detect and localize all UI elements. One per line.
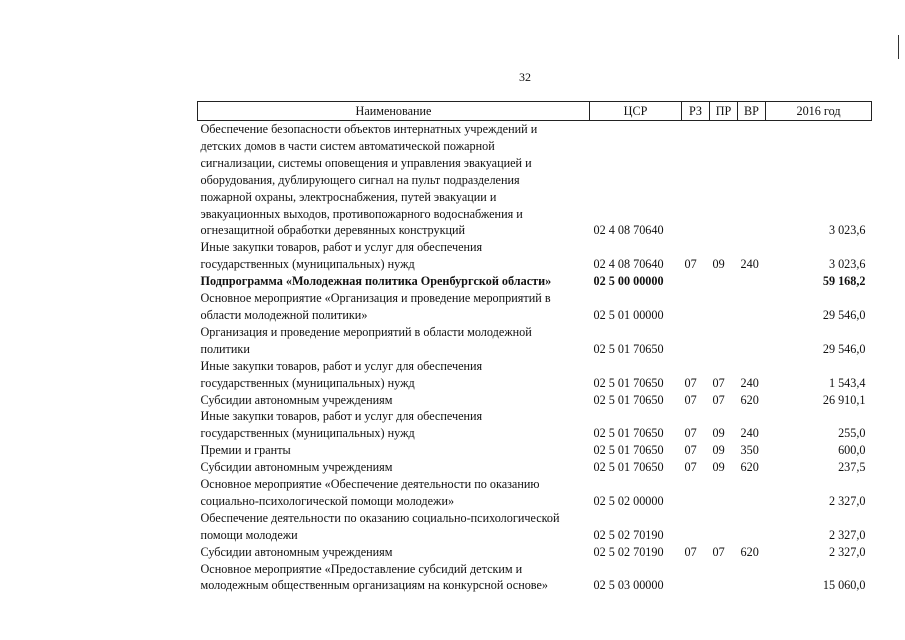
row-sum: 255,0 xyxy=(838,426,866,441)
row-rz xyxy=(682,476,710,510)
row-csr: 02 5 01 70650 xyxy=(593,341,664,356)
row-pr xyxy=(710,510,738,544)
row-name xyxy=(198,121,590,240)
page-number: 32 xyxy=(519,70,531,84)
table-row xyxy=(198,510,872,544)
row-name-line: Основное мероприятие «Предоставление субсидий детским и xyxy=(200,561,523,576)
row-name xyxy=(198,510,590,544)
row-rz: 07 xyxy=(684,460,697,475)
row-csr: 02 5 01 70650 xyxy=(593,392,664,407)
scan-edge-mark xyxy=(898,35,899,59)
row-rz: 07 xyxy=(684,426,697,441)
row-sum: 2 327,0 xyxy=(828,527,866,542)
row-rz: 07 xyxy=(684,544,697,559)
row-csr: 02 5 01 70650 xyxy=(593,375,664,390)
row-name-line: молодежным общественным организациям на конкурсной основе» xyxy=(200,578,548,593)
row-csr: 02 5 01 70650 xyxy=(593,460,664,475)
row-vr xyxy=(738,510,766,544)
header-year: 2016 год xyxy=(766,102,872,121)
row-csr: 02 5 01 70650 xyxy=(593,443,664,458)
table-header xyxy=(198,102,872,121)
header-csr: ЦСР xyxy=(590,102,682,121)
row-sum: 29 546,0 xyxy=(822,307,866,322)
row-sum: 59 168,2 xyxy=(822,274,866,289)
table-row xyxy=(198,459,872,476)
row-name-line: Подпрограмма «Молодежная политика Оренбургской области» xyxy=(200,274,552,289)
row-vr: 620 xyxy=(740,460,759,475)
table-row xyxy=(198,544,872,561)
row-pr: 09 xyxy=(712,460,725,475)
row-sum: 2 327,0 xyxy=(828,544,866,559)
row-name xyxy=(198,358,590,392)
row-rz xyxy=(682,324,710,358)
row-name-line: сигнализации, системы оповещения и управления эвакуацией и xyxy=(200,155,532,170)
row-sum: 15 060,0 xyxy=(822,578,866,593)
row-pr: 07 xyxy=(712,375,725,390)
header-pr: ПР xyxy=(710,102,738,121)
row-sum: 26 910,1 xyxy=(822,392,866,407)
row-pr xyxy=(710,324,738,358)
row-name-line: политики xyxy=(200,341,250,356)
table-row xyxy=(198,273,872,290)
row-name-line: помощи молодежи xyxy=(200,527,298,542)
row-csr: 02 5 01 00000 xyxy=(593,307,664,322)
row-rz xyxy=(682,510,710,544)
row-pr xyxy=(710,561,738,595)
row-name-line: детских домов в части систем автоматической пожарной xyxy=(200,138,495,153)
row-name-line: Организация и проведение мероприятий в области молодежной xyxy=(200,324,532,339)
row-pr: 09 xyxy=(712,443,725,458)
row-vr xyxy=(738,561,766,595)
row-name xyxy=(198,239,590,273)
row-vr: 240 xyxy=(740,426,759,441)
row-name xyxy=(198,290,590,324)
row-vr xyxy=(738,121,766,240)
row-csr: 02 5 02 00000 xyxy=(593,493,664,508)
row-rz xyxy=(682,273,710,290)
row-sum: 2 327,0 xyxy=(828,493,866,508)
row-name xyxy=(198,273,590,290)
header-name: Наименование xyxy=(198,102,590,121)
row-name xyxy=(198,392,590,409)
row-name xyxy=(198,544,590,561)
row-name-line: Субсидии автономным учреждениям xyxy=(200,392,393,407)
row-name xyxy=(198,442,590,459)
row-rz: 07 xyxy=(684,375,697,390)
row-sum: 3 023,6 xyxy=(828,257,866,272)
budget-table xyxy=(197,101,872,594)
row-rz xyxy=(682,121,710,240)
row-sum: 600,0 xyxy=(838,443,866,458)
header-rz: РЗ xyxy=(682,102,710,121)
row-pr: 09 xyxy=(712,426,725,441)
row-name-line: социально-психологической помощи молодежи» xyxy=(200,493,455,508)
row-vr xyxy=(738,324,766,358)
table-row xyxy=(198,290,872,324)
row-sum: 3 023,6 xyxy=(828,223,866,238)
row-vr: 240 xyxy=(740,257,759,272)
row-vr xyxy=(738,290,766,324)
row-name-line: Иные закупки товаров, работ и услуг для обеспечения xyxy=(200,358,483,373)
table-row xyxy=(198,442,872,459)
row-vr xyxy=(738,273,766,290)
row-name-line: области молодежной политики» xyxy=(200,307,368,322)
row-name-line: эвакуационных выходов, противопожарного водоснабжения и xyxy=(200,206,523,221)
row-rz xyxy=(682,561,710,595)
row-name-line: Обеспечение деятельности по оказанию социально-психологической xyxy=(200,510,560,525)
row-vr xyxy=(738,476,766,510)
table-body xyxy=(198,121,872,595)
row-pr xyxy=(710,290,738,324)
row-csr: 02 5 03 00000 xyxy=(593,578,664,593)
row-name xyxy=(198,476,590,510)
table-row xyxy=(198,476,872,510)
row-name xyxy=(198,561,590,595)
table-row xyxy=(198,561,872,595)
row-csr: 02 5 00 00000 xyxy=(593,274,664,289)
row-csr: 02 5 01 70650 xyxy=(593,426,664,441)
row-csr: 02 5 02 70190 xyxy=(593,544,664,559)
row-sum: 29 546,0 xyxy=(822,341,866,356)
table-row xyxy=(198,408,872,442)
row-name-line: государственных (муниципальных) нужд xyxy=(200,257,415,272)
row-vr: 620 xyxy=(740,392,759,407)
row-name-line: государственных (муниципальных) нужд xyxy=(200,426,415,441)
row-name-line: Субсидии автономным учреждениям xyxy=(200,544,393,559)
row-csr: 02 4 08 70640 xyxy=(593,223,664,238)
header-vr: ВР xyxy=(738,102,766,121)
row-name xyxy=(198,408,590,442)
row-name-line: Иные закупки товаров, работ и услуг для обеспечения xyxy=(200,240,483,255)
row-pr xyxy=(710,273,738,290)
row-name xyxy=(198,459,590,476)
row-sum: 1 543,4 xyxy=(828,375,866,390)
row-pr: 09 xyxy=(712,257,725,272)
row-rz: 07 xyxy=(684,257,697,272)
row-vr: 240 xyxy=(740,375,759,390)
row-csr: 02 5 02 70190 xyxy=(593,527,664,542)
row-name-line: Иные закупки товаров, работ и услуг для обеспечения xyxy=(200,409,483,424)
row-name-line: Основное мероприятие «Организация и проведение мероприятий в xyxy=(200,291,551,306)
row-name-line: пожарной охраны, электроснабжения, путей эвакуации и xyxy=(200,189,497,204)
row-name-line: Субсидии автономным учреждениям xyxy=(200,460,393,475)
row-csr: 02 4 08 70640 xyxy=(593,257,664,272)
table-row xyxy=(198,358,872,392)
row-rz: 07 xyxy=(684,443,697,458)
row-pr: 07 xyxy=(712,392,725,407)
row-name-line: Обеспечение безопасности объектов интернатных учреждений и xyxy=(200,122,538,136)
row-name-line: оборудования, дублирующего сигнал на пульт подразделения xyxy=(200,172,520,187)
row-rz: 07 xyxy=(684,392,697,407)
row-pr: 07 xyxy=(712,544,725,559)
row-name xyxy=(198,324,590,358)
row-sum: 237,5 xyxy=(838,460,866,475)
row-pr xyxy=(710,476,738,510)
row-pr xyxy=(710,121,738,240)
row-name-line: огнезащитной обработки деревянных конструкций xyxy=(200,223,466,238)
table-row xyxy=(198,392,872,409)
row-name-line: Основное мероприятие «Обеспечение деятельности по оказанию xyxy=(200,477,540,492)
table-row xyxy=(198,324,872,358)
table-row xyxy=(198,239,872,273)
row-vr: 350 xyxy=(740,443,759,458)
table-row xyxy=(198,121,872,240)
row-rz xyxy=(682,290,710,324)
row-name-line: государственных (муниципальных) нужд xyxy=(200,375,415,390)
row-vr: 620 xyxy=(740,544,759,559)
row-name-line: Премии и гранты xyxy=(200,443,291,458)
